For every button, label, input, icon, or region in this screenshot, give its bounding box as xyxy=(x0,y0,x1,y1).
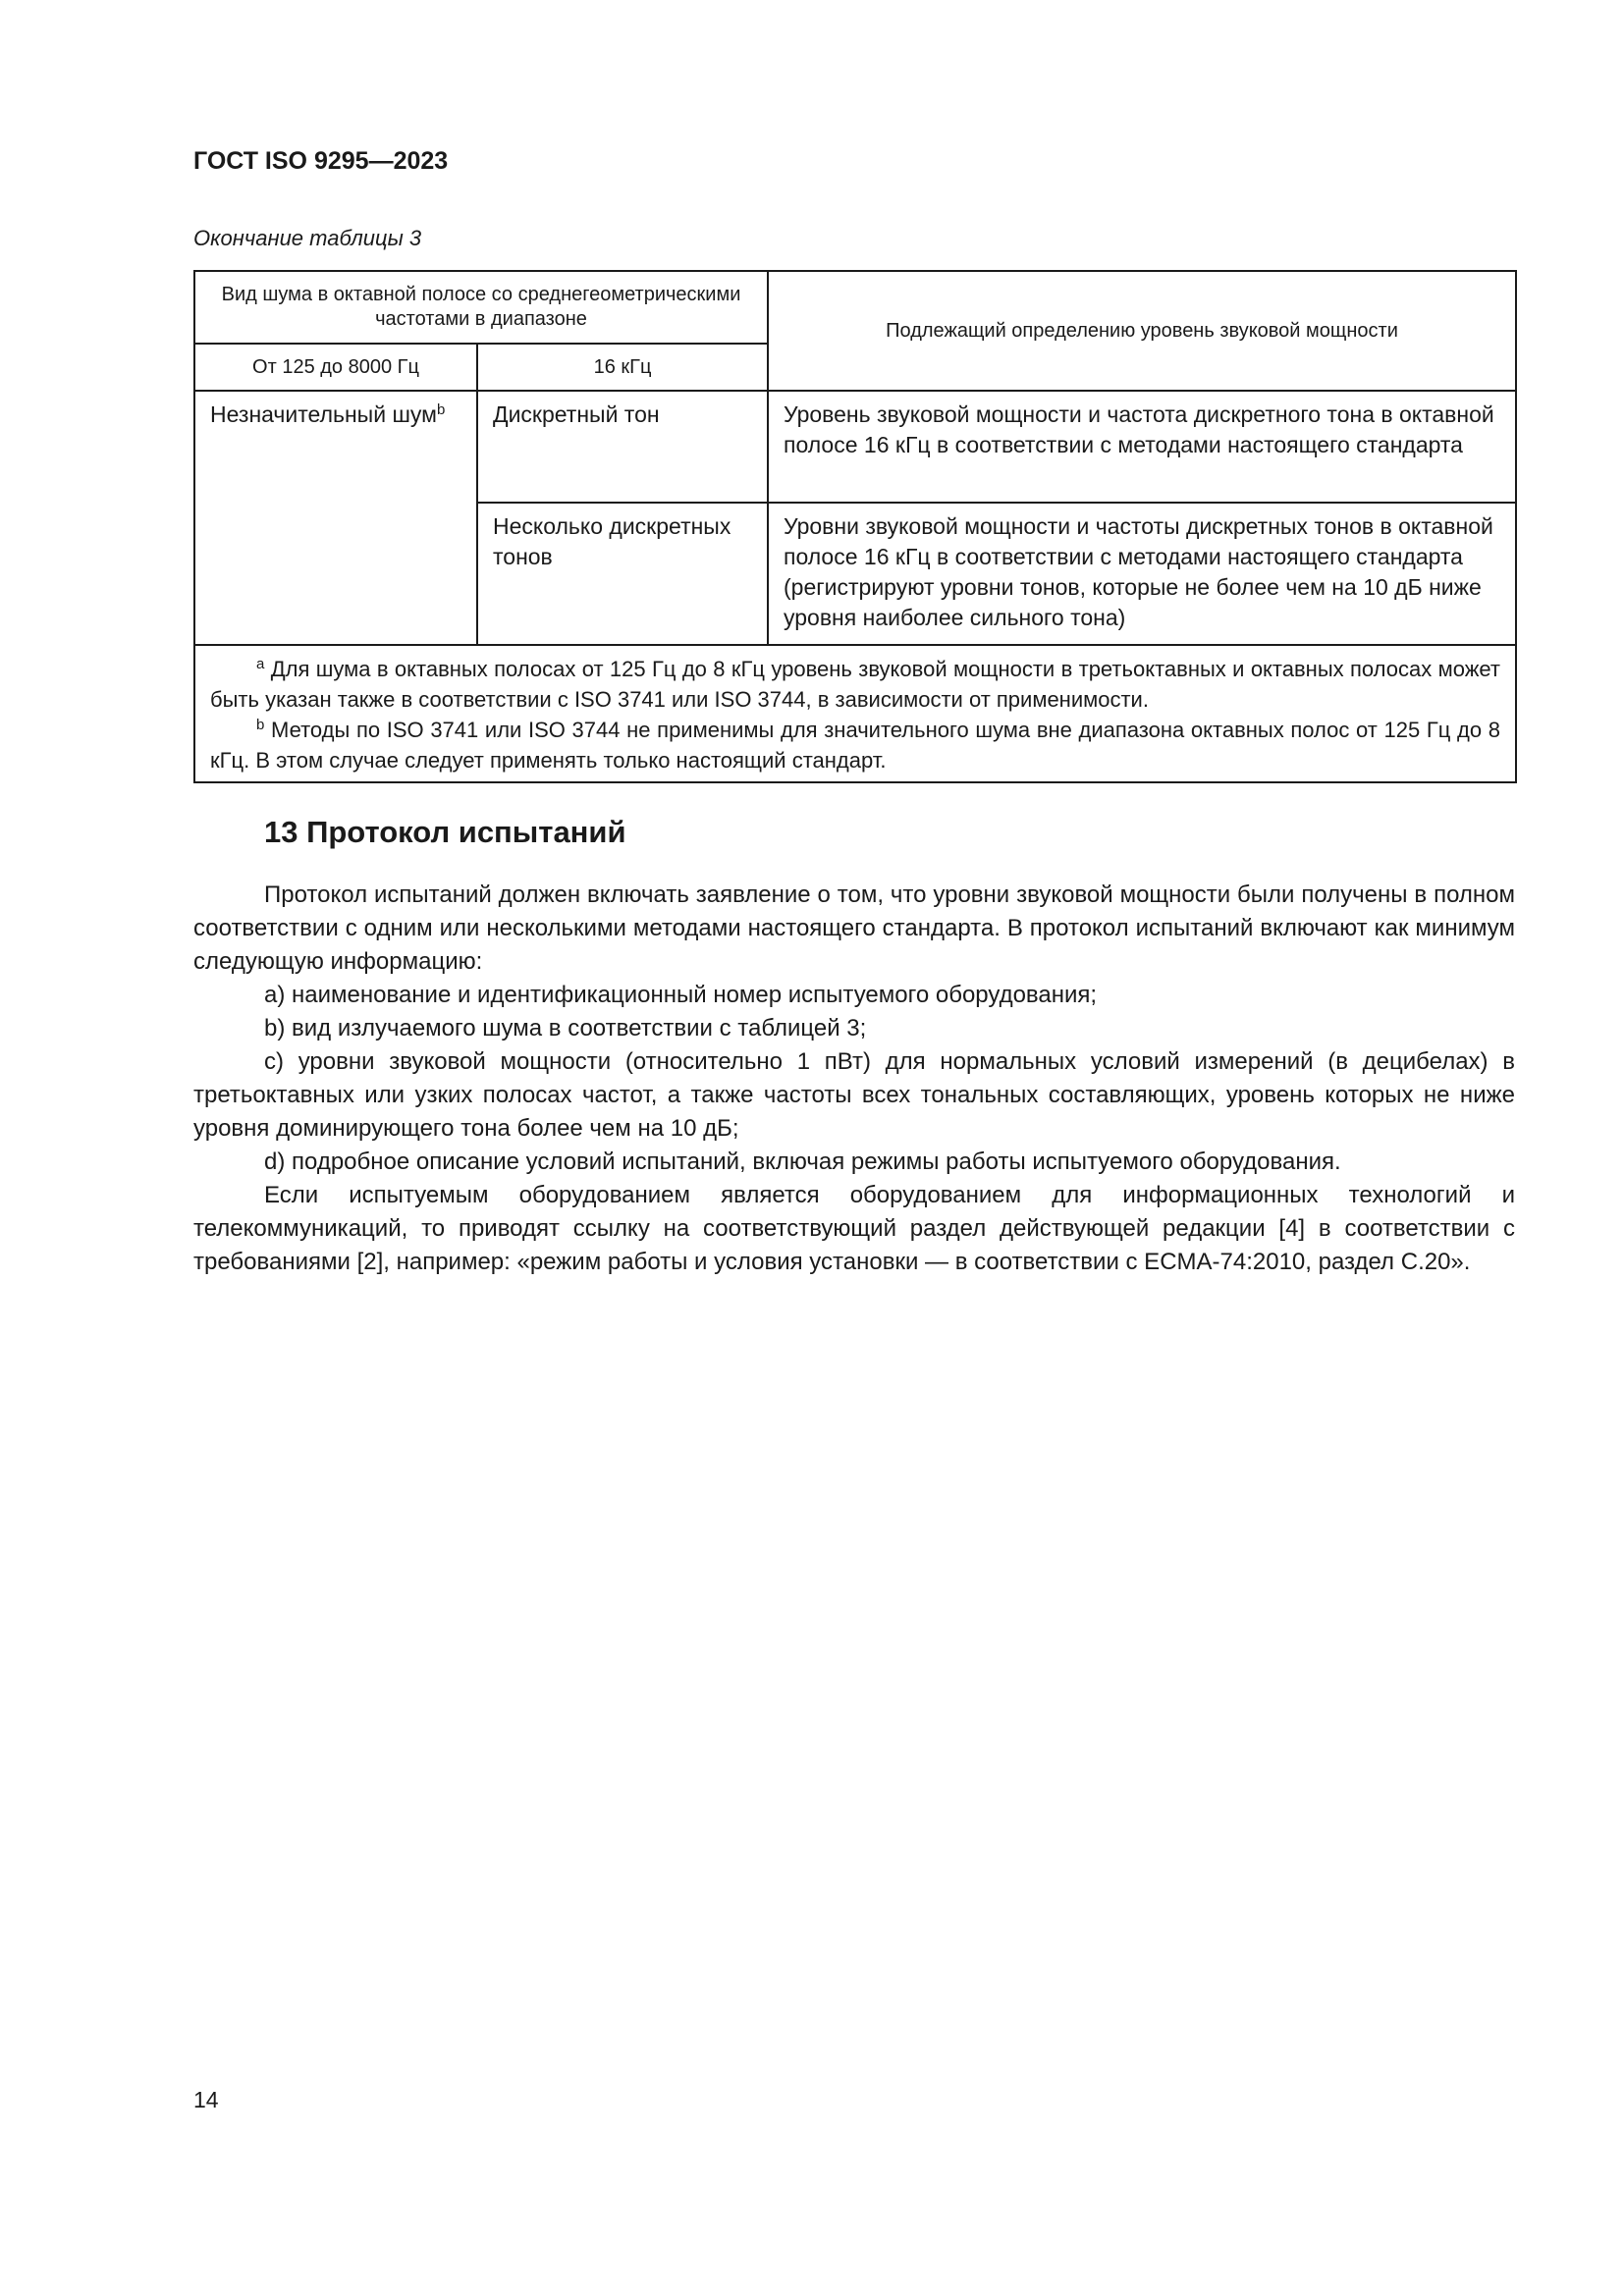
table-3 xyxy=(193,270,1517,783)
paragraph: Протокол испытаний должен включать заявление о том, что уровни звуковой мощности были получены в полном соответствии с одним или несколькими методами настоящего стандарта. В протокол испытаний включают как минимум следующую информацию: xyxy=(193,881,1515,975)
footnote-a xyxy=(210,654,1500,715)
table-caption: Окончание таблицы 3 xyxy=(193,226,422,250)
level-cell: Уровни звуковой мощности и частоты дискретных тонов в октавной полосе 16 кГц в соответствии с методами настоящего стандарта (регистрируют уровни тонов, которые не более чем на 10 дБ ниже уровня наиболее сильного тона) xyxy=(768,503,1516,645)
table-notes-row xyxy=(194,645,1516,782)
header-range-low: От 125 до 8000 Гц xyxy=(194,344,477,391)
list-item: c) уровни звуковой мощности (относительно 1 пВт) для нормальных условий измерений (в децибелах) в третьоктавных или узких полосах частот, а также частоты всех тональных составляющих, уровень которых не ниже уровня доминирующего тона более чем на 10 дБ; xyxy=(193,1048,1515,1142)
list-item: b) вид излучаемого шума в соответствии с таблицей 3; xyxy=(264,1015,867,1041)
list-item: a) наименование и идентификационный номер испытуемого оборудования; xyxy=(264,982,1098,1008)
footnote-ref: b xyxy=(436,401,446,418)
header-power-level: Подлежащий определению уровень звуковой мощности xyxy=(768,271,1516,391)
page-number: 14 xyxy=(193,2087,219,2112)
document-header: ГОСТ ISO 9295—2023 xyxy=(193,147,449,175)
paragraph: Если испытуемым оборудованием является оборудованием для информационных технологий и телекоммуникаций, то приводят ссылку на соответствующий раздел действующей редакции [4] в соответствии с требованиями [2], например: «режим работы и условия установки — в соответствии с ECMA-74:2010, раздел C.20». xyxy=(193,1182,1515,1275)
header-noise-group: Вид шума в октавной полосе со среднегеометрическими частотами в диапазоне xyxy=(194,271,768,344)
footnote-mark: b xyxy=(256,717,265,733)
table-notes xyxy=(194,645,1516,782)
section-title: 13 Протокол испытаний xyxy=(264,815,626,849)
level-cell: Уровень звуковой мощности и частота дискретного тона в октавной полосе 16 кГц в соответствии с методами настоящего стандарта xyxy=(768,391,1516,503)
tone-cell: Несколько дискретных тонов xyxy=(477,503,768,645)
footnote-text: Методы по ISO 3741 или ISO 3744 не применимы для значительного шума вне диапазона октавных полос от 125 Гц до 8 кГц. В этом случае следует применять только настоящий стандарт. xyxy=(210,718,1500,773)
list-item: d) подробное описание условий испытаний, включая режимы работы испытуемого оборудования. xyxy=(264,1148,1341,1175)
header-range-high: 16 кГц xyxy=(477,344,768,391)
section-body xyxy=(193,879,1515,1279)
footnote-mark: a xyxy=(256,656,265,672)
footnote-b xyxy=(210,715,1500,775)
row-group-label xyxy=(194,391,477,645)
footnote-text: Для шума в октавных полосах от 125 Гц до 8 кГц уровень звуковой мощности в третьоктавных и октавных полосах может быть указан также в соответствии с ISO 3741 или ISO 3744, в зависимости от применимости. xyxy=(210,657,1501,712)
tone-cell: Дискретный тон xyxy=(477,391,768,503)
table-header-row xyxy=(194,271,1516,344)
row-group-text: Незначительный шум xyxy=(210,401,437,427)
table-row xyxy=(194,391,1516,503)
